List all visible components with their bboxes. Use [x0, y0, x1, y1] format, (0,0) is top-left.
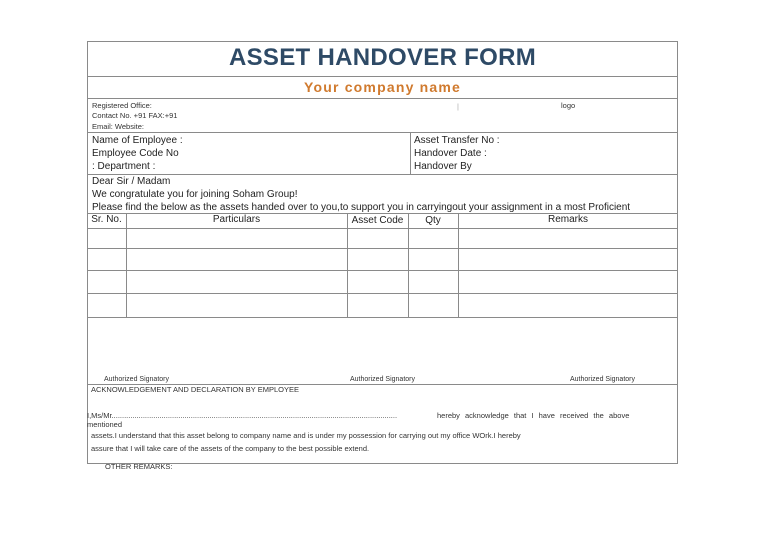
- other-remarks-label: OTHER REMARKS:: [105, 462, 173, 471]
- divider: [87, 132, 678, 133]
- authorized-signatory-3: Authorized Signatory: [570, 376, 635, 383]
- asset-transfer-no-label: Asset Transfer No :: [414, 135, 500, 146]
- employee-code-label: Employee Code No: [92, 148, 179, 159]
- congrats-line: We congratulate you for joining Soham Group!: [92, 189, 298, 200]
- company-name: Your company name: [303, 79, 462, 95]
- divider: [87, 293, 678, 294]
- logo-placeholder: logo: [561, 101, 576, 110]
- divider: [408, 213, 409, 317]
- divider: [87, 76, 678, 77]
- ack-assure-line: assure that I will take care of the assets of the company to the best possible extend.: [91, 444, 370, 453]
- divider: [126, 213, 127, 317]
- contact-line: Contact No. +91 FAX:+91: [92, 111, 178, 120]
- divider: [87, 248, 678, 249]
- col-header-qty: Qty: [425, 215, 441, 226]
- handover-by-label: Handover By: [414, 161, 472, 172]
- divider: [87, 98, 678, 99]
- ack-name-line: I,Ms/Mr.........................................................................................................................................: [87, 411, 398, 420]
- form-frame: [87, 41, 678, 464]
- divider: [87, 228, 678, 229]
- instruction-line: Please find the below as the assets handed over to you,to support you in carryingout your assignment in a most Proficient: [92, 202, 631, 213]
- email-website-line: Email: Website:: [92, 122, 144, 131]
- form-title: ASSET HANDOVER FORM: [228, 44, 537, 71]
- divider: [458, 213, 459, 317]
- ack-hereby-text: hereby acknowledge that I have received the above: [437, 411, 630, 420]
- ack-understand-line: assets.I understand that this asset belong to company name and is under my possession for carrying out my office WOrk.I hereby: [91, 431, 521, 440]
- divider: [347, 213, 348, 317]
- registered-office-label: Registered Office:: [92, 101, 152, 110]
- authorized-signatory-1: Authorized Signatory: [104, 376, 169, 383]
- department-label: : Department :: [92, 161, 156, 172]
- handover-date-label: Handover Date :: [414, 148, 487, 159]
- col-header-remarks: Remarks: [547, 214, 588, 225]
- divider: [87, 174, 678, 175]
- col-header-particulars: Particulars: [212, 214, 261, 225]
- col-header-sr-no: Sr. No.: [91, 214, 122, 225]
- divider-mark: |: [457, 102, 459, 111]
- col-header-asset-code: Asset Code: [351, 215, 404, 226]
- divider: [410, 132, 411, 174]
- authorized-signatory-2: Authorized Signatory: [350, 376, 415, 383]
- divider: [87, 270, 678, 271]
- divider: [87, 317, 678, 318]
- employee-name-label: Name of Employee :: [92, 135, 183, 146]
- ack-mentioned: mentioned: [87, 420, 123, 429]
- salutation: Dear Sir / Madam: [92, 176, 171, 187]
- acknowledgement-heading: ACKNOWLEDGEMENT AND DECLARATION BY EMPLOYEE: [91, 385, 299, 394]
